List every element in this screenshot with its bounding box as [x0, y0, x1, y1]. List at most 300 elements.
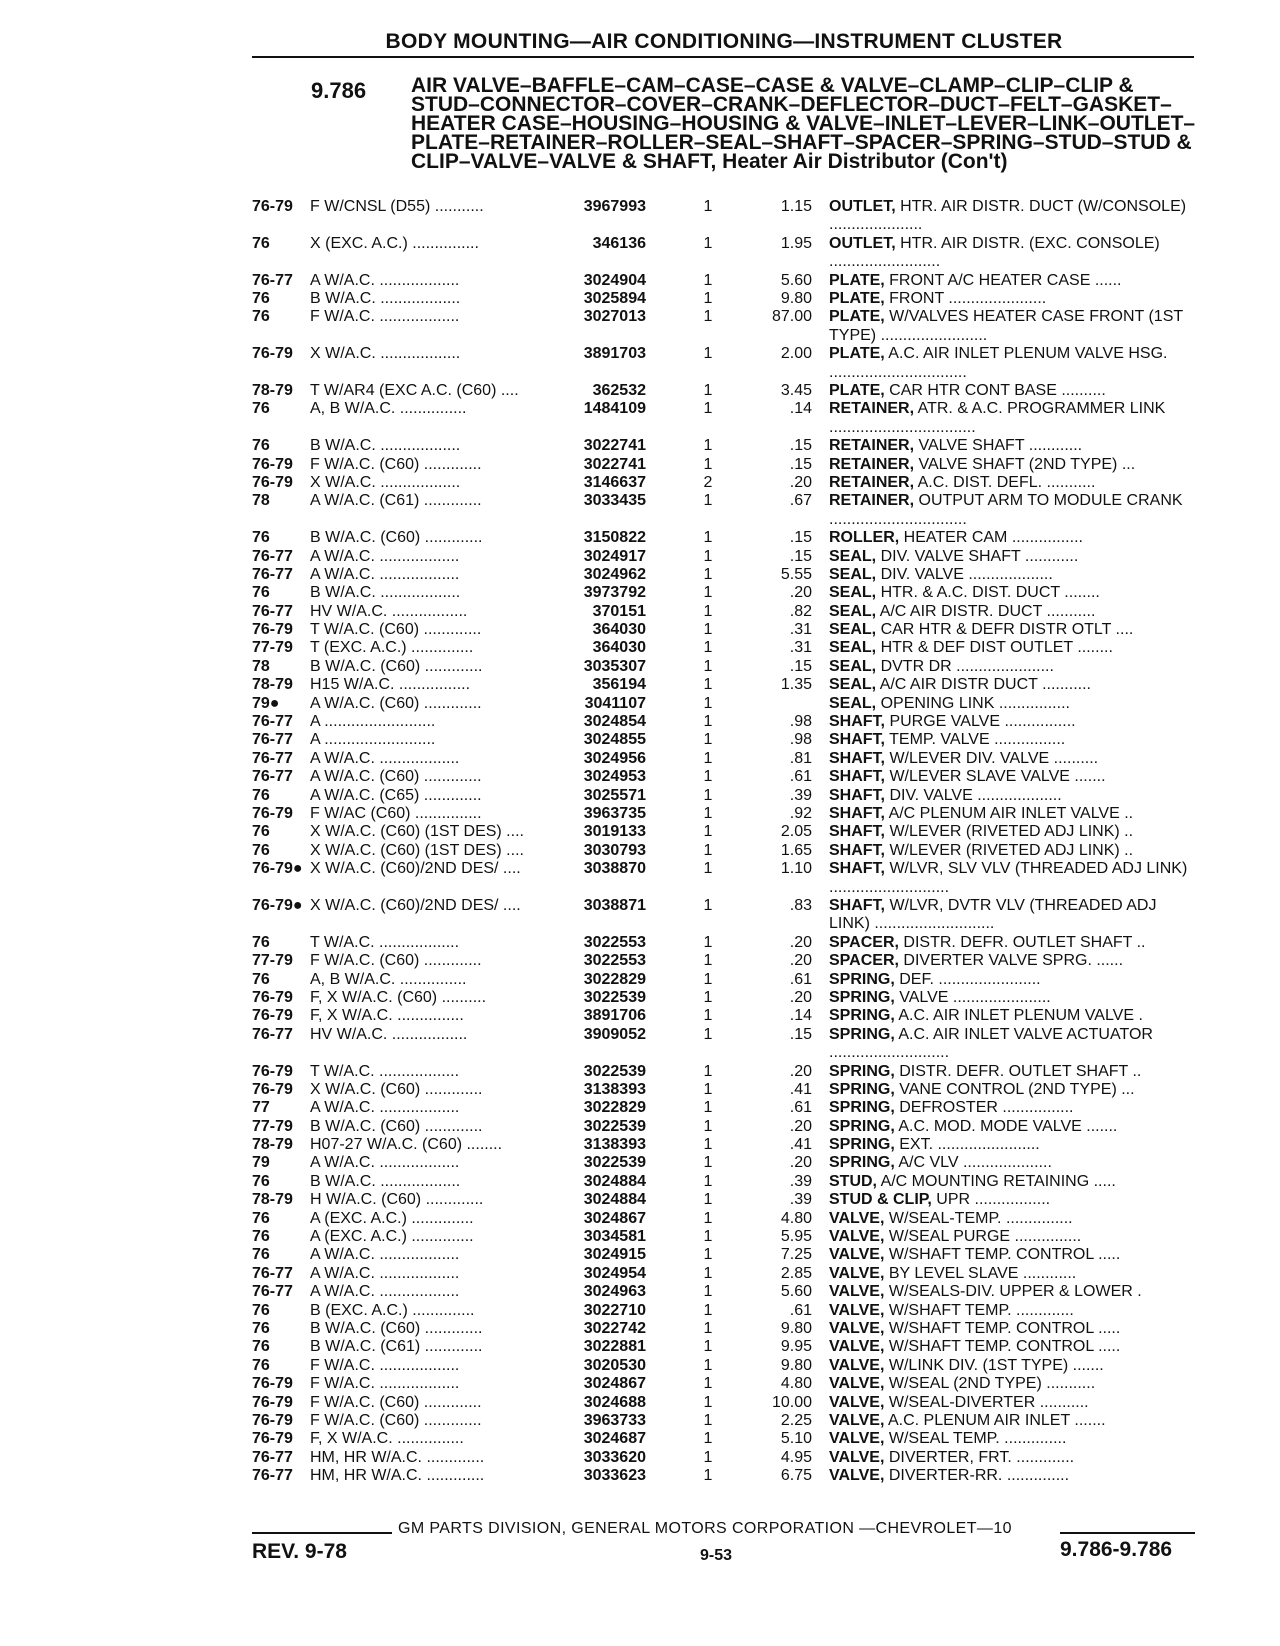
row-part-name: VALVE,	[829, 1411, 885, 1429]
table-row	[252, 1210, 1198, 1228]
row-description	[829, 768, 1201, 786]
row-quantity: 1	[703, 988, 713, 1006]
row-year: 76	[252, 1319, 270, 1337]
table-row	[252, 1302, 1198, 1320]
row-quantity: 1	[703, 841, 713, 859]
row-part-name: VALVE,	[829, 1393, 885, 1411]
row-part-number: 3022741	[583, 437, 646, 455]
row-description	[829, 1394, 1201, 1412]
row-part-name: SHAFT,	[829, 713, 885, 731]
row-part-detail: VALVE ......................	[899, 988, 1051, 1006]
table-row	[252, 474, 1198, 492]
row-model: B W/A.C. (C60) .............	[310, 657, 483, 675]
table-row	[252, 639, 1198, 657]
row-part-name: PLATE,	[829, 308, 885, 326]
row-price: 5.60	[780, 1283, 812, 1301]
row-description	[829, 787, 1201, 805]
row-quantity: 2	[703, 473, 713, 491]
table-row	[252, 695, 1198, 713]
row-part-number: 3022553	[583, 952, 646, 970]
page-number: 9-53	[700, 1547, 733, 1564]
row-quantity: 1	[703, 1228, 713, 1246]
row-description	[829, 1228, 1201, 1246]
row-part-name: SEAL,	[829, 602, 877, 620]
row-part-number: 3024867	[583, 1375, 646, 1393]
row-price: .20	[789, 1117, 812, 1135]
row-price: 4.95	[780, 1448, 812, 1466]
row-quantity: 1	[703, 529, 713, 547]
row-part-number: 3025894	[583, 289, 646, 307]
row-description	[829, 1430, 1201, 1448]
row-price: .20	[789, 1154, 812, 1172]
row-description	[829, 1063, 1201, 1081]
row-description	[829, 897, 1201, 934]
row-part-detail: W/SEAL (2ND TYPE) ...........	[888, 1375, 1096, 1393]
row-part-detail: DIV. VALVE SHAFT ............	[880, 547, 1079, 565]
row-part-detail: PURGE VALVE ................	[889, 713, 1076, 731]
row-description	[829, 695, 1201, 713]
row-part-detail: W/VALVES HEATER CASE FRONT (1ST TYPE) ........................	[829, 308, 1183, 344]
row-model: A .........................	[310, 731, 436, 749]
row-model: HV W/A.C. .................	[310, 602, 468, 620]
row-year: 76-77	[252, 713, 293, 731]
row-description	[829, 1375, 1201, 1393]
row-year: 76-77	[252, 1467, 293, 1485]
row-part-detail: FRONT A/C HEATER CASE ......	[889, 271, 1122, 289]
row-part-detail: DEFROSTER ................	[899, 1099, 1074, 1117]
row-part-name: SHAFT,	[829, 786, 885, 804]
row-part-detail: HTR. & A.C. DIST. DUCT ........	[880, 584, 1100, 602]
row-description	[829, 621, 1201, 639]
table-row	[252, 860, 1198, 897]
table-row	[252, 731, 1198, 749]
row-part-number: 364030	[592, 639, 646, 657]
row-part-name: SPRING,	[829, 1099, 895, 1117]
row-part-detail: A/C MOUNTING RETAINING .....	[880, 1172, 1116, 1190]
row-quantity: 1	[703, 1356, 713, 1374]
table-row	[252, 1228, 1198, 1246]
row-part-number: 3022881	[583, 1338, 646, 1356]
table-row	[252, 787, 1198, 805]
table-row	[252, 1467, 1198, 1485]
table-row	[252, 1246, 1198, 1264]
row-quantity: 1	[703, 713, 713, 731]
row-part-number: 3022539	[583, 1154, 646, 1172]
row-part-detail: DIVERTER, FRT. .............	[888, 1448, 1075, 1466]
revision-label: REV. 9-78	[252, 1540, 347, 1563]
row-quantity: 1	[703, 1062, 713, 1080]
row-quantity: 1	[703, 455, 713, 473]
table-row	[252, 566, 1198, 584]
row-year: 76-79	[252, 1080, 293, 1098]
row-part-number: 3963735	[583, 804, 646, 822]
row-model: F, X W/A.C. ...............	[310, 1430, 464, 1448]
row-part-detail: OUTPUT ARM TO MODULE CRANK ...............................	[829, 492, 1183, 528]
row-price: 5.10	[780, 1430, 812, 1448]
row-price: 6.75	[780, 1467, 812, 1485]
row-price: 87.00	[771, 308, 812, 326]
row-year: 77-79	[252, 639, 293, 657]
table-row	[252, 345, 1198, 382]
row-part-number: 1484109	[583, 400, 646, 418]
row-part-detail: HEATER CAM ................	[903, 529, 1083, 547]
row-price: .20	[789, 952, 812, 970]
row-part-detail: A.C. DIST. DEFL. ...........	[917, 473, 1096, 491]
table-row	[252, 1430, 1198, 1448]
row-year: 76-79●	[252, 896, 303, 914]
row-quantity: 1	[703, 1246, 713, 1264]
row-description	[829, 1320, 1201, 1338]
row-price: .20	[789, 473, 812, 491]
row-year: 76	[252, 970, 270, 988]
table-row	[252, 621, 1198, 639]
row-part-name: SPACER,	[829, 933, 899, 951]
row-part-detail: W/LEVER SLAVE VALVE .......	[889, 768, 1106, 786]
row-year: 76-79	[252, 1375, 293, 1393]
row-part-name: SPRING,	[829, 1154, 895, 1172]
row-year: 76-79	[252, 1062, 293, 1080]
row-part-detail: DIV. VALVE ...................	[889, 786, 1062, 804]
row-part-detail: W/SEALS-DIV. UPPER & LOWER .	[888, 1283, 1142, 1301]
row-description	[829, 1099, 1201, 1117]
row-part-name: SEAL,	[829, 676, 877, 694]
row-part-detail: A.C. AIR INLET PLENUM VALVE .	[898, 1007, 1143, 1025]
row-model: A .........................	[310, 713, 436, 731]
row-part-detail: DEF. .......................	[899, 970, 1041, 988]
row-price: .15	[789, 657, 812, 675]
row-part-number: 3038870	[583, 860, 646, 878]
row-description	[829, 400, 1201, 437]
table-row	[252, 603, 1198, 621]
table-row	[252, 1320, 1198, 1338]
row-price: .61	[789, 768, 812, 786]
row-model: B W/A.C. (C61) .............	[310, 1338, 483, 1356]
row-quantity: 1	[703, 1172, 713, 1190]
table-row	[252, 1136, 1198, 1154]
row-part-number: 3035307	[583, 657, 646, 675]
row-year: 79●	[252, 694, 280, 712]
table-row	[252, 290, 1198, 308]
row-price: 9.80	[780, 289, 812, 307]
row-price: 5.95	[780, 1228, 812, 1246]
row-year: 76-77	[252, 1264, 293, 1282]
row-part-detail: W/SEAL-DIVERTER ...........	[888, 1393, 1089, 1411]
table-row	[252, 1026, 1198, 1063]
row-part-detail: W/SEAL-TEMP. ...............	[888, 1209, 1073, 1227]
table-row	[252, 805, 1198, 823]
row-part-name: SHAFT,	[829, 749, 885, 767]
row-price: .61	[789, 970, 812, 988]
row-price: 2.05	[780, 823, 812, 841]
row-year: 76	[252, 234, 270, 252]
row-price: 5.55	[780, 565, 812, 583]
row-price: .92	[789, 804, 812, 822]
row-part-name: VALVE,	[829, 1283, 885, 1301]
row-model: A W/A.C. (C60) .............	[310, 768, 482, 786]
row-description	[829, 731, 1201, 749]
row-year: 76	[252, 1172, 270, 1190]
row-year: 76-79	[252, 345, 293, 363]
parts-table	[252, 198, 1198, 1485]
row-part-name: SEAL,	[829, 584, 877, 602]
row-description	[829, 584, 1201, 602]
table-row	[252, 1375, 1198, 1393]
row-part-name: SHAFT,	[829, 768, 885, 786]
row-part-number: 3024962	[583, 565, 646, 583]
row-price: 1.10	[780, 860, 812, 878]
row-year: 76	[252, 823, 270, 841]
row-year: 76	[252, 529, 270, 547]
row-model: A W/A.C. ..................	[310, 1283, 460, 1301]
page-title: BODY MOUNTING—AIR CONDITIONING—INSTRUMENT CLUSTER	[385, 30, 1063, 53]
row-model: T W/A.C. (C60) .............	[310, 621, 482, 639]
row-part-name: SHAFT,	[829, 841, 885, 859]
row-description	[829, 952, 1201, 970]
row-price: .82	[789, 602, 812, 620]
row-description	[829, 1283, 1201, 1301]
row-quantity: 1	[703, 657, 713, 675]
row-year: 76	[252, 1246, 270, 1264]
row-part-detail: BY LEVEL SLAVE ............	[888, 1264, 1077, 1282]
row-description	[829, 934, 1201, 952]
row-part-number: 3033620	[583, 1448, 646, 1466]
row-part-name: STUD & CLIP,	[829, 1191, 932, 1209]
row-description	[829, 658, 1201, 676]
row-year: 76	[252, 584, 270, 602]
table-row	[252, 1099, 1198, 1117]
row-part-name: SHAFT,	[829, 823, 885, 841]
row-part-name: VALVE,	[829, 1448, 885, 1466]
row-model: B W/A.C. ..................	[310, 289, 461, 307]
row-description	[829, 1118, 1201, 1136]
row-part-number: 3024884	[583, 1172, 646, 1190]
row-price: 2.25	[780, 1411, 812, 1429]
table-row	[252, 1063, 1198, 1081]
table-row	[252, 308, 1198, 345]
row-part-detail: W/SHAFT TEMP. CONTROL .....	[888, 1246, 1121, 1264]
table-row	[252, 400, 1198, 437]
row-quantity: 1	[703, 676, 713, 694]
row-quantity: 1	[703, 1099, 713, 1117]
row-model: F W/A.C. ..................	[310, 1356, 460, 1374]
row-part-detail: VALVE SHAFT ............	[918, 437, 1083, 455]
row-price: .83	[789, 896, 812, 914]
row-quantity: 1	[703, 289, 713, 307]
row-part-name: VALVE,	[829, 1338, 885, 1356]
row-part-name: SPRING,	[829, 1117, 895, 1135]
row-model: T W/A.C. ..................	[310, 933, 460, 951]
row-part-detail: VALVE SHAFT (2ND TYPE) ...	[918, 455, 1136, 473]
row-quantity: 1	[703, 896, 713, 914]
row-part-name: SHAFT,	[829, 731, 885, 749]
row-quantity: 1	[703, 1117, 713, 1135]
row-part-detail: A/C AIR DISTR DUCT ...........	[879, 676, 1091, 694]
row-part-number: 3019133	[583, 823, 646, 841]
row-description	[829, 1412, 1201, 1430]
row-part-name: SPRING,	[829, 1136, 895, 1154]
table-row	[252, 989, 1198, 1007]
row-price: .14	[789, 400, 812, 418]
row-year: 76	[252, 437, 270, 455]
row-description	[829, 989, 1201, 1007]
row-part-number: 3022539	[583, 988, 646, 1006]
row-part-name: ROLLER,	[829, 529, 900, 547]
row-part-detail: W/LEVER DIV. VALVE ..........	[889, 749, 1099, 767]
row-price: 4.80	[780, 1375, 812, 1393]
row-part-detail: A.C. MOD. MODE VALVE .......	[898, 1117, 1118, 1135]
row-description	[829, 860, 1201, 897]
row-part-name: VALVE,	[829, 1467, 885, 1485]
row-description	[829, 235, 1201, 272]
row-model: X W/A.C. (C60)/2ND DES/ ....	[310, 896, 521, 914]
row-year: 76-77	[252, 1448, 293, 1466]
row-price: 9.80	[780, 1319, 812, 1337]
row-model: HV W/A.C. .................	[310, 1025, 468, 1043]
row-description	[829, 1265, 1201, 1283]
row-part-number: 3022829	[583, 1099, 646, 1117]
row-model: F W/A.C. ..................	[310, 1375, 460, 1393]
table-row	[252, 1394, 1198, 1412]
table-row	[252, 198, 1198, 235]
row-part-name: SEAL,	[829, 621, 877, 639]
row-description	[829, 1246, 1201, 1264]
row-price: .39	[789, 786, 812, 804]
table-row	[252, 1007, 1198, 1025]
row-part-number: 3033623	[583, 1467, 646, 1485]
row-price: 7.25	[780, 1246, 812, 1264]
row-part-detail: A.C. AIR INLET VALVE ACTUATOR ...........................	[829, 1025, 1153, 1062]
row-model: X W/A.C. (C60) .............	[310, 1080, 483, 1098]
table-row	[252, 382, 1198, 400]
row-part-detail: OPENING LINK ................	[880, 694, 1070, 712]
table-row	[252, 1283, 1198, 1301]
row-quantity: 1	[703, 437, 713, 455]
row-year: 76	[252, 786, 270, 804]
row-part-name: VALVE,	[829, 1356, 885, 1374]
table-row	[252, 1191, 1198, 1209]
row-year: 76	[252, 1209, 270, 1227]
row-part-detail: HTR. AIR DISTR. (EXC. CONSOLE) .........................	[829, 234, 1160, 271]
row-quantity: 1	[703, 400, 713, 418]
row-part-number: 3022741	[583, 455, 646, 473]
row-description	[829, 198, 1201, 235]
row-year: 79	[252, 1154, 270, 1172]
row-part-name: VALVE,	[829, 1319, 885, 1337]
table-row	[252, 768, 1198, 786]
row-part-detail: W/LEVER (RIVETED ADJ LINK) ..	[889, 823, 1134, 841]
row-part-name: SEAL,	[829, 657, 877, 675]
row-year: 76-77	[252, 768, 293, 786]
row-quantity: 1	[703, 804, 713, 822]
row-model: H15 W/A.C. ................	[310, 676, 471, 694]
row-description	[829, 1154, 1201, 1172]
row-model: X W/A.C. ..................	[310, 473, 461, 491]
row-quantity: 1	[703, 492, 713, 510]
row-description	[829, 456, 1201, 474]
row-quantity: 1	[703, 786, 713, 804]
row-quantity: 1	[703, 1191, 713, 1209]
row-description	[829, 474, 1201, 492]
row-year: 78	[252, 657, 270, 675]
row-part-detail: CAR HTR CONT BASE ..........	[889, 381, 1106, 399]
row-quantity: 1	[703, 749, 713, 767]
row-year: 76	[252, 308, 270, 326]
row-model: X W/A.C. (C60)/2ND DES/ ....	[310, 860, 521, 878]
row-quantity: 1	[703, 381, 713, 399]
row-description	[829, 603, 1201, 621]
row-part-name: SEAL,	[829, 565, 877, 583]
row-description	[829, 1357, 1201, 1375]
row-model: A, B W/A.C. ...............	[310, 400, 467, 418]
row-description	[829, 566, 1201, 584]
row-price: .15	[789, 437, 812, 455]
row-model: B W/A.C. ..................	[310, 437, 461, 455]
row-model: A (EXC. A.C.) ..............	[310, 1228, 474, 1246]
row-part-name: VALVE,	[829, 1209, 885, 1227]
row-price: 1.35	[780, 676, 812, 694]
row-part-number: 3024917	[583, 547, 646, 565]
row-description	[829, 1449, 1201, 1467]
row-description	[829, 750, 1201, 768]
row-part-name: VALVE,	[829, 1375, 885, 1393]
row-part-number: 3138393	[583, 1136, 646, 1154]
row-description	[829, 492, 1201, 529]
row-price: .41	[789, 1136, 812, 1154]
row-part-detail: DISTR. DEFR. OUTLET SHAFT ..	[903, 933, 1146, 951]
row-description	[829, 548, 1201, 566]
row-part-number: 3891703	[583, 345, 646, 363]
table-row	[252, 897, 1198, 934]
row-part-name: SHAFT,	[829, 860, 885, 878]
row-description	[829, 1026, 1201, 1063]
table-row	[252, 437, 1198, 455]
row-model: F W/A.C. ..................	[310, 308, 460, 326]
row-part-name: SEAL,	[829, 639, 877, 657]
row-description	[829, 1173, 1201, 1191]
table-row	[252, 1449, 1198, 1467]
row-part-detail: A.C. AIR INLET PLENUM VALVE HSG. ...............................	[829, 345, 1168, 381]
row-price: .15	[789, 455, 812, 473]
row-part-name: PLATE,	[829, 345, 885, 363]
row-year: 76-79	[252, 455, 293, 473]
section-number: 9.786	[311, 78, 367, 103]
row-quantity: 1	[703, 933, 713, 951]
row-price: .20	[789, 1062, 812, 1080]
title-rule	[252, 56, 1194, 58]
row-quantity: 1	[703, 1283, 713, 1301]
row-price: .15	[789, 1025, 812, 1043]
row-model: A, B W/A.C. ...............	[310, 970, 467, 988]
table-row	[252, 456, 1198, 474]
row-part-name: RETAINER,	[829, 473, 915, 491]
row-model: T W/AR4 (EXC A.C. (C60) ....	[310, 381, 519, 399]
table-row	[252, 492, 1198, 529]
row-model: F W/AC (C60) ...............	[310, 804, 482, 822]
row-model: B W/A.C. ..................	[310, 584, 461, 602]
row-quantity: 1	[703, 731, 713, 749]
row-description	[829, 345, 1201, 382]
row-year: 76-77	[252, 1025, 293, 1043]
row-year: 76-77	[252, 271, 293, 289]
row-part-detail: A/C AIR DISTR. DUCT ...........	[879, 602, 1096, 620]
row-part-detail: CAR HTR & DEFR DISTR OTLT ....	[880, 621, 1134, 639]
row-model: A W/A.C. ..................	[310, 1154, 460, 1172]
row-price: .81	[789, 749, 812, 767]
row-model: B W/A.C. (C60) .............	[310, 1319, 483, 1337]
row-model: F W/A.C. (C60) .............	[310, 952, 482, 970]
row-part-name: RETAINER,	[829, 400, 915, 418]
table-row	[252, 713, 1198, 731]
